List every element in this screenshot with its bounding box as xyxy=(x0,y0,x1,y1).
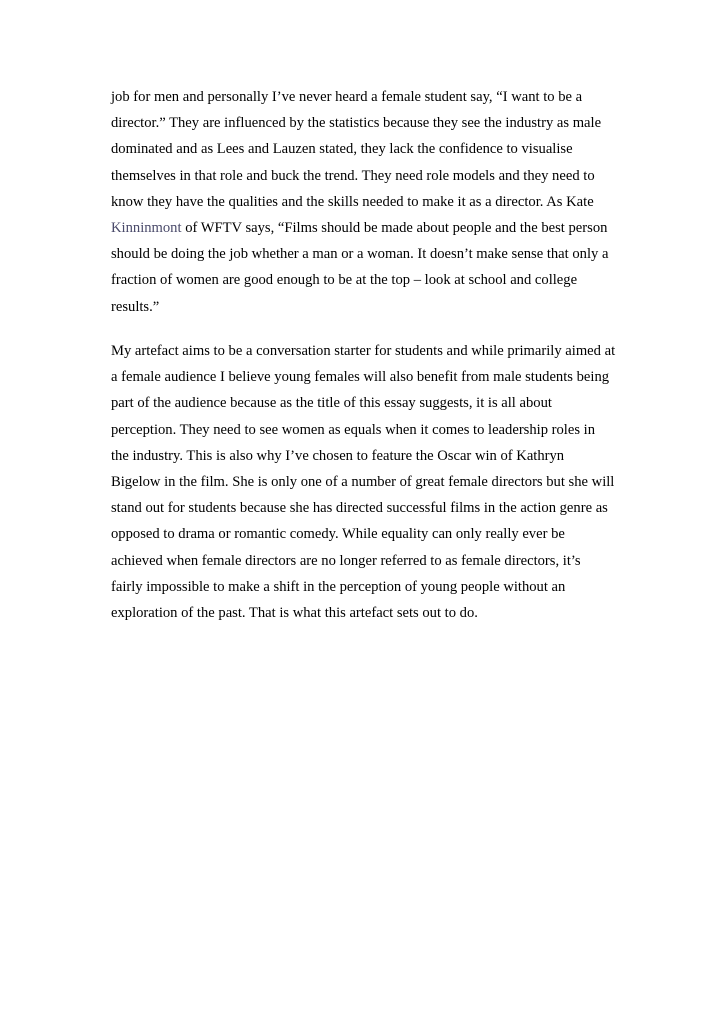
paragraph-line: the industry. This is also why I’ve chosen to feature the Oscar win of Kathryn xyxy=(111,447,565,464)
paragraph-1 xyxy=(111,84,631,320)
paragraph-line: fairly impossible to make a shift in the perception of young people without an xyxy=(111,578,566,595)
paragraph-line: stand out for students because she has directed successful films in the action genre as xyxy=(111,500,608,517)
paragraph-line: a female audience I believe young females will also benefit from male students being xyxy=(111,369,610,386)
paragraph-line: director.” They are influenced by the statistics because they see the industry as male xyxy=(111,115,602,132)
paragraph-line: fraction of women are good enough to be at the top – look at school and college xyxy=(111,272,578,289)
paragraph-line: perception. They need to see women as equals when it comes to leadership roles in xyxy=(111,421,596,438)
paragraph-line: should be doing the job whether a man or a woman. It doesn’t make sense that only a xyxy=(111,246,609,263)
paragraph-line: results.” xyxy=(111,298,160,315)
paragraph-line: job for men and personally I’ve never heard a female student say, “I want to be a xyxy=(111,89,583,105)
paragraph-line-rest: of WFTV says, “Films should be made about people and the best person xyxy=(185,219,608,236)
paragraph-line: Bigelow in the film. She is only one of a number of great female directors but she will xyxy=(111,473,615,490)
paragraph-line: opposed to drama or romantic comedy. While equality can only really ever be xyxy=(111,526,565,543)
paragraph-line: themselves in that role and buck the trend. They need role models and they need to xyxy=(111,167,595,184)
paragraph-line: exploration of the past. That is what this artefact sets out to do. xyxy=(111,604,478,621)
highlighted-name: Kinninmont xyxy=(111,219,182,236)
paragraph-line: dominated and as Lees and Lauzen stated, they lack the confidence to visualise xyxy=(111,141,573,158)
paragraph-line: know they have the qualities and the skills needed to make it as a director. As Kate xyxy=(111,193,594,210)
paragraph-line: part of the audience because as the title of this essay suggests, it is all about xyxy=(111,395,552,412)
paragraph-line-with-name xyxy=(111,215,631,241)
paragraph-2 xyxy=(111,338,631,626)
paragraph-line: My artefact aims to be a conversation starter for students and while primarily aimed at xyxy=(111,343,616,359)
paragraph-line: achieved when female directors are no longer referred to as female directors, it’s xyxy=(111,552,581,569)
